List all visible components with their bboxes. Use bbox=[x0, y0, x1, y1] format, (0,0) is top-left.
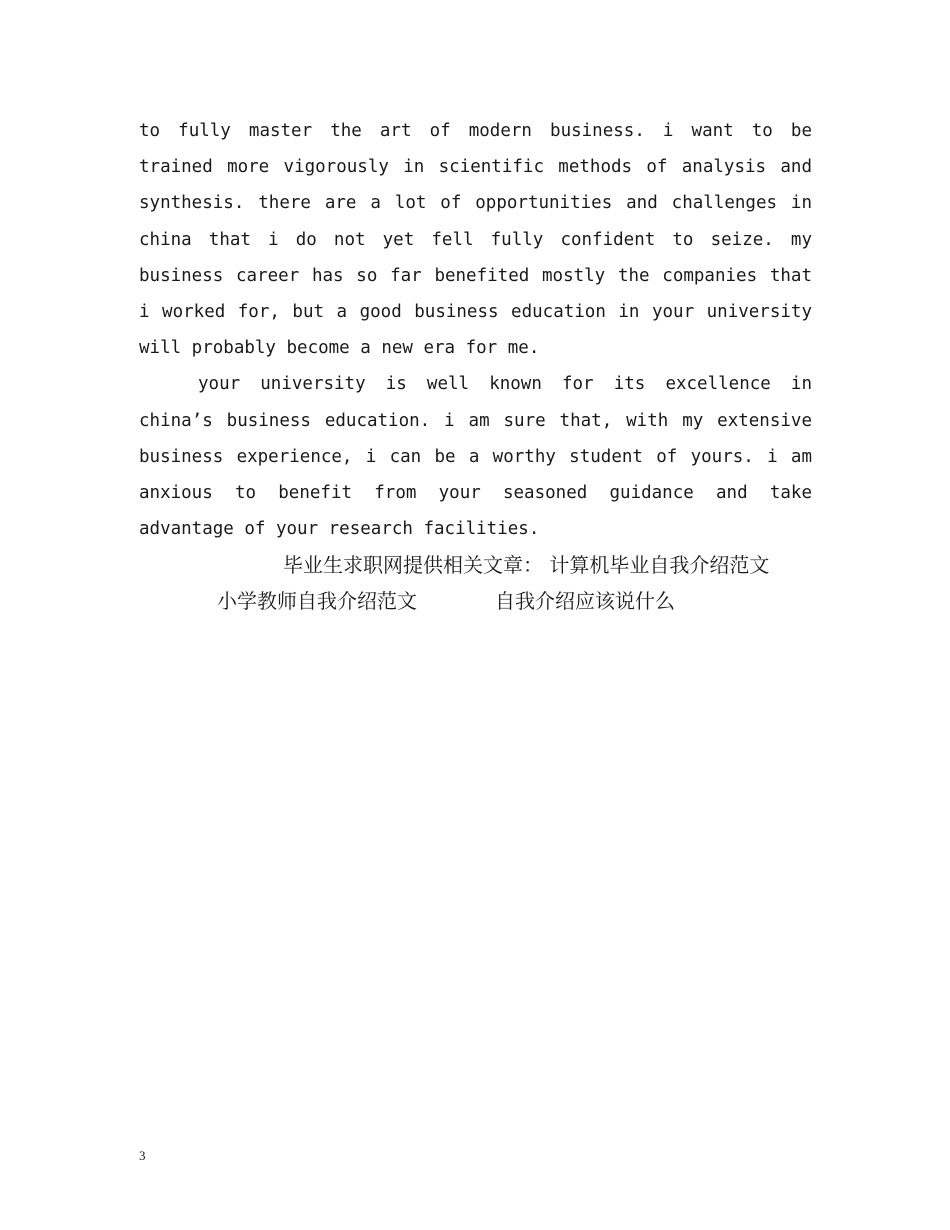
paragraph-2: your university is well known for its excellence in china’s business education. i am sure that, with my extensive business experience, i can be a worthy student of yours. i am anxious to benefit from your seasoned guidance and take advantage of your research facilities. bbox=[139, 374, 812, 540]
paragraph-1: to fully master the art of modern business. i want to be trained more vigorously in scientific methods of analysis and synthesis. there are a lot of opportunities and challenges in china that i do not yet fell fully confident to seize. my business career has so far benefited mostly the companies that i worked for, but a good business education in your university will probably become a new era for me. bbox=[139, 121, 812, 359]
related-article-link-1[interactable]: 计算机毕业自我介绍范文 bbox=[549, 553, 770, 578]
related-articles bbox=[139, 547, 812, 619]
page-number: 3 bbox=[139, 1148, 146, 1163]
body-text bbox=[139, 113, 812, 619]
related-article-link-3[interactable]: 自我介绍应该说什么 bbox=[495, 589, 675, 614]
related-article-link-2[interactable]: 小学教师自我介绍范文 bbox=[217, 589, 417, 614]
related-articles-intro: 毕业生求职网提供相关文章： bbox=[283, 553, 543, 578]
